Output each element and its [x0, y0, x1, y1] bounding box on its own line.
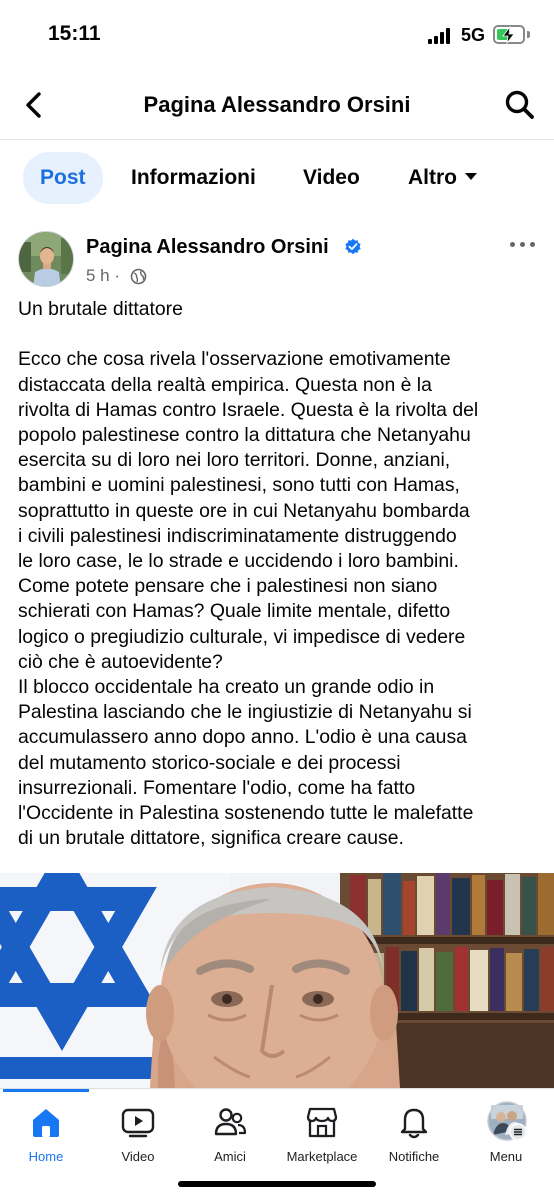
tab-video[interactable]: [303, 152, 360, 204]
nav-notifiche-label: Notifiche: [388, 1149, 440, 1164]
tab-post[interactable]: [23, 152, 103, 204]
nav-notifiche[interactable]: [368, 1101, 460, 1177]
nav-marketplace[interactable]: [276, 1101, 368, 1177]
post-image[interactable]: [0, 873, 554, 1088]
meta-separator: ·: [114, 266, 121, 285]
post-line: Come potete pensare che i palestinesi non siano: [18, 575, 438, 598]
status-bar: [0, 0, 554, 70]
tab-post-label: Post: [40, 166, 86, 189]
profile-tabs: [0, 152, 554, 204]
verified-badge-icon: [344, 238, 362, 256]
post-line: insurrezionali. Fomentare l'odio, come ha fatto: [18, 776, 416, 799]
post-line: rivolta di Hamas contro Israele. Questa è la rivolta del: [18, 398, 479, 421]
tab-video-label: Video: [303, 166, 360, 189]
author-avatar[interactable]: [18, 231, 74, 287]
nav-home[interactable]: [0, 1101, 92, 1177]
more-options-icon[interactable]: [508, 238, 538, 252]
post-line: accumulassero anno dopo anno. L'odio è una causa: [18, 726, 467, 749]
top-navigation: [0, 70, 554, 140]
nav-menu[interactable]: [460, 1101, 552, 1177]
signal-strength-icon: [428, 28, 454, 44]
post-meta: [86, 266, 120, 286]
post-title-line: Un brutale dittatore: [18, 298, 183, 320]
post-line: del mutamento storico-sociale e dei processi: [18, 751, 401, 774]
avatar-photo: [19, 232, 74, 287]
charging-bolt-icon: [500, 26, 518, 44]
post-line: schierati con Hamas? Quale limite mentale, difetto: [18, 600, 451, 623]
post-line: le loro case, le lo strade e uccidendo i loro bambini.: [18, 550, 459, 573]
post-line: logico o pregiudizio culturale, vi impedisce di vedere: [18, 625, 466, 648]
nav-menu-label: Menu: [489, 1149, 523, 1164]
tab-altro-label: Altro: [408, 166, 457, 189]
post-line: popolo palestinese contro la dittatura che Netanyahu: [18, 424, 471, 446]
nav-amici-label: Amici: [214, 1149, 246, 1164]
post-line: l'Occidente in Palestina sostenendo tutte le malefatte: [18, 802, 474, 825]
post-line: Il blocco occidentale ha creato un grande odio in: [18, 676, 435, 699]
post-line: i civili palestinesi indiscriminatamente distruggendo: [18, 524, 457, 547]
tab-informazioni[interactable]: [131, 152, 256, 204]
tab-informazioni-label: Informazioni: [131, 166, 256, 189]
network-type: 5G: [461, 25, 486, 45]
post-photo: [0, 873, 554, 1088]
marketplace-icon: [305, 1105, 339, 1139]
bell-icon: [397, 1105, 431, 1139]
home-indicator: [178, 1181, 376, 1187]
post-line: bambini e uomini palestinesi, sono tutti con Hamas,: [18, 474, 460, 497]
profile-avatar-icon: [487, 1101, 527, 1141]
search-icon[interactable]: [503, 88, 537, 122]
post-line: distaccata della realtà empirica. Questa non è la: [18, 373, 432, 396]
nav-marketplace-label: Marketplace: [286, 1149, 358, 1164]
caret-down-icon: [465, 173, 477, 180]
post-line: Palestina lasciando che le ingiustizie di Netanyahu si: [18, 701, 472, 724]
post-author-name[interactable]: Pagina Alessandro Orsini: [86, 236, 329, 258]
battery-cap: [527, 31, 530, 38]
post-line: esercita su di loro nei loro territori. Donne, anziani,: [18, 449, 451, 472]
nav-amici[interactable]: [184, 1101, 276, 1177]
paragraph-gap: [18, 322, 543, 347]
post-time: 5 h: [86, 266, 110, 285]
nav-video[interactable]: [92, 1101, 184, 1177]
friends-icon: [213, 1105, 247, 1139]
nav-video-label: Video: [121, 1149, 155, 1164]
active-tab-indicator: [3, 1089, 89, 1092]
video-icon: [121, 1105, 155, 1139]
status-time: 15:11: [48, 22, 101, 45]
home-icon: [29, 1105, 63, 1139]
post-line: soprattutto in queste ore in cui Netanyahu bombarda: [18, 499, 470, 522]
post-line: ciò che è autoevidente?: [18, 650, 223, 673]
nav-home-label: Home: [28, 1149, 64, 1164]
page-title: Pagina Alessandro Orsini: [143, 92, 411, 117]
post-line: Ecco che cosa rivela l'osservazione emotivamente: [18, 348, 451, 371]
globe-icon: [130, 268, 147, 285]
post-header: [0, 228, 554, 292]
post-line: di un brutale dittatore, significa creare cause.: [18, 827, 404, 850]
post-text: [18, 297, 543, 851]
tab-altro[interactable]: [408, 152, 477, 204]
